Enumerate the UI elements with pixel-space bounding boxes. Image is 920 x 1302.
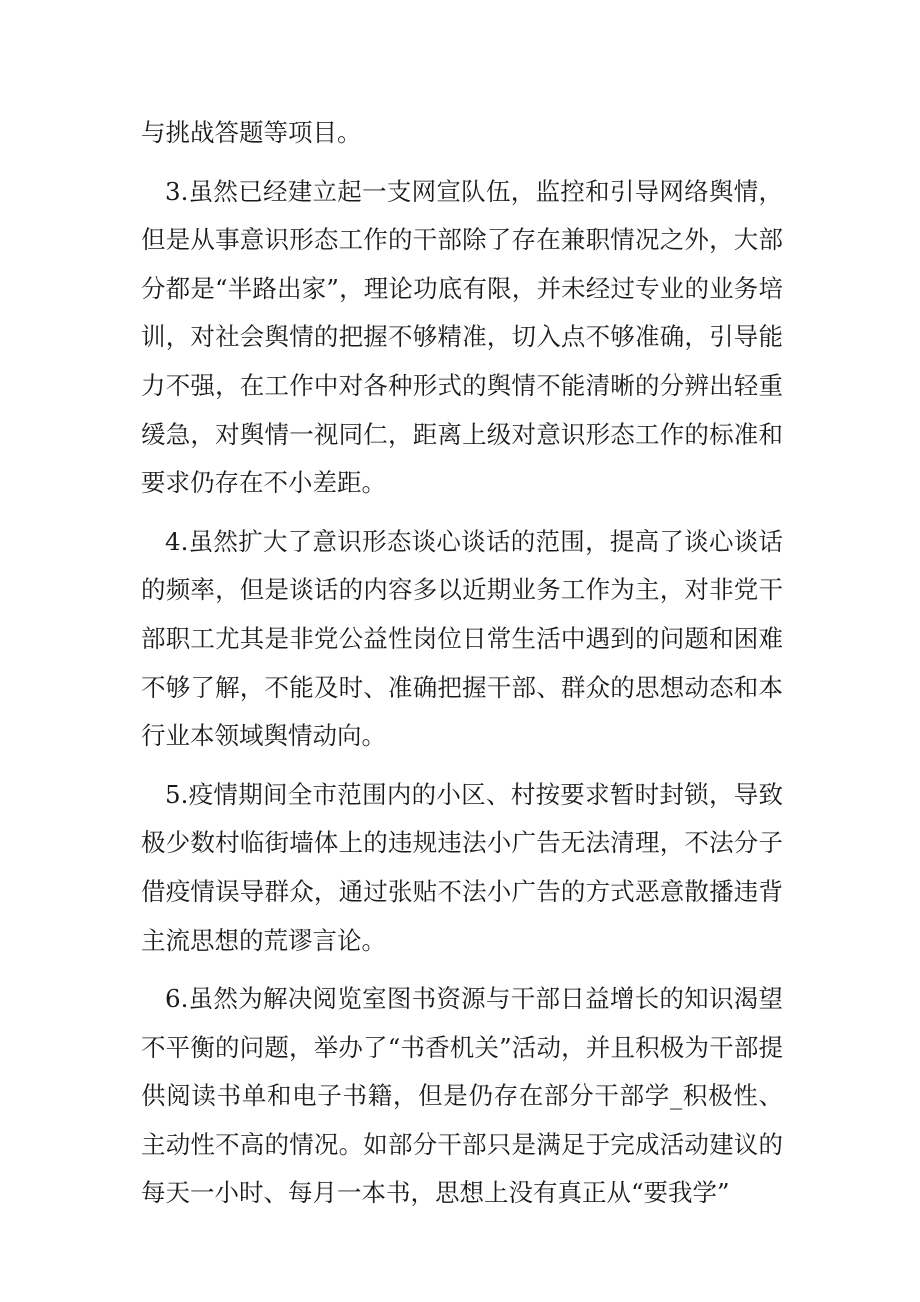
document-body (141, 109, 783, 1218)
paragraph-item-6: 6.虽然为解决阅览室图书资源与干部日益增长的知识渴望不平衡的问题，举办了“书香机关”活动，并且积极为干部提供阅读书单和电子书籍，但是仍存在部分干部学_积极性、主动性不高的情况。如部分干部只是满足于完成活动建议的每天一小时、每月一本书，思想上没有真正从“要我学” (141, 984, 783, 1208)
paragraph-item-5: 5.疫情期间全市范围内的小区、村按要求暂时封锁，导致极少数村临街墙体上的违规违法小广告无法清理，不法分子借疫情误导群众，通过张贴不法小广告的方式恶意散播违背主流思想的荒谬言论。 (141, 779, 783, 955)
paragraph-item-3: 3.虽然已经建立起一支网宣队伍，监控和引导网络舆情，但是从事意识形态工作的干部除了存在兼职情况之外，大部分都是“半路出家”，理论功底有限，并未经过专业的业务培训，对社会舆情的把握不够精准，切入点不够准确，引导能力不强，在工作中对各种形式的舆情不能清晰的分辨出轻重缓急，对舆情一视同仁，距离上级对意识形态工作的标准和要求仍存在不小差距。 (141, 176, 783, 498)
paragraph-continuation: 与挑战答题等项目。 (141, 118, 362, 147)
paragraph-item-4: 4.虽然扩大了意识形态谈心谈话的范围，提高了谈心谈话的频率，但是谈话的内容多以近期业务工作为主，对非党干部职工尤其是非党公益性岗位日常生活中遇到的问题和困难不够了解，不能及时、准确把握干部、群众的思想动态和本行业本领域舆情动向。 (141, 526, 783, 751)
